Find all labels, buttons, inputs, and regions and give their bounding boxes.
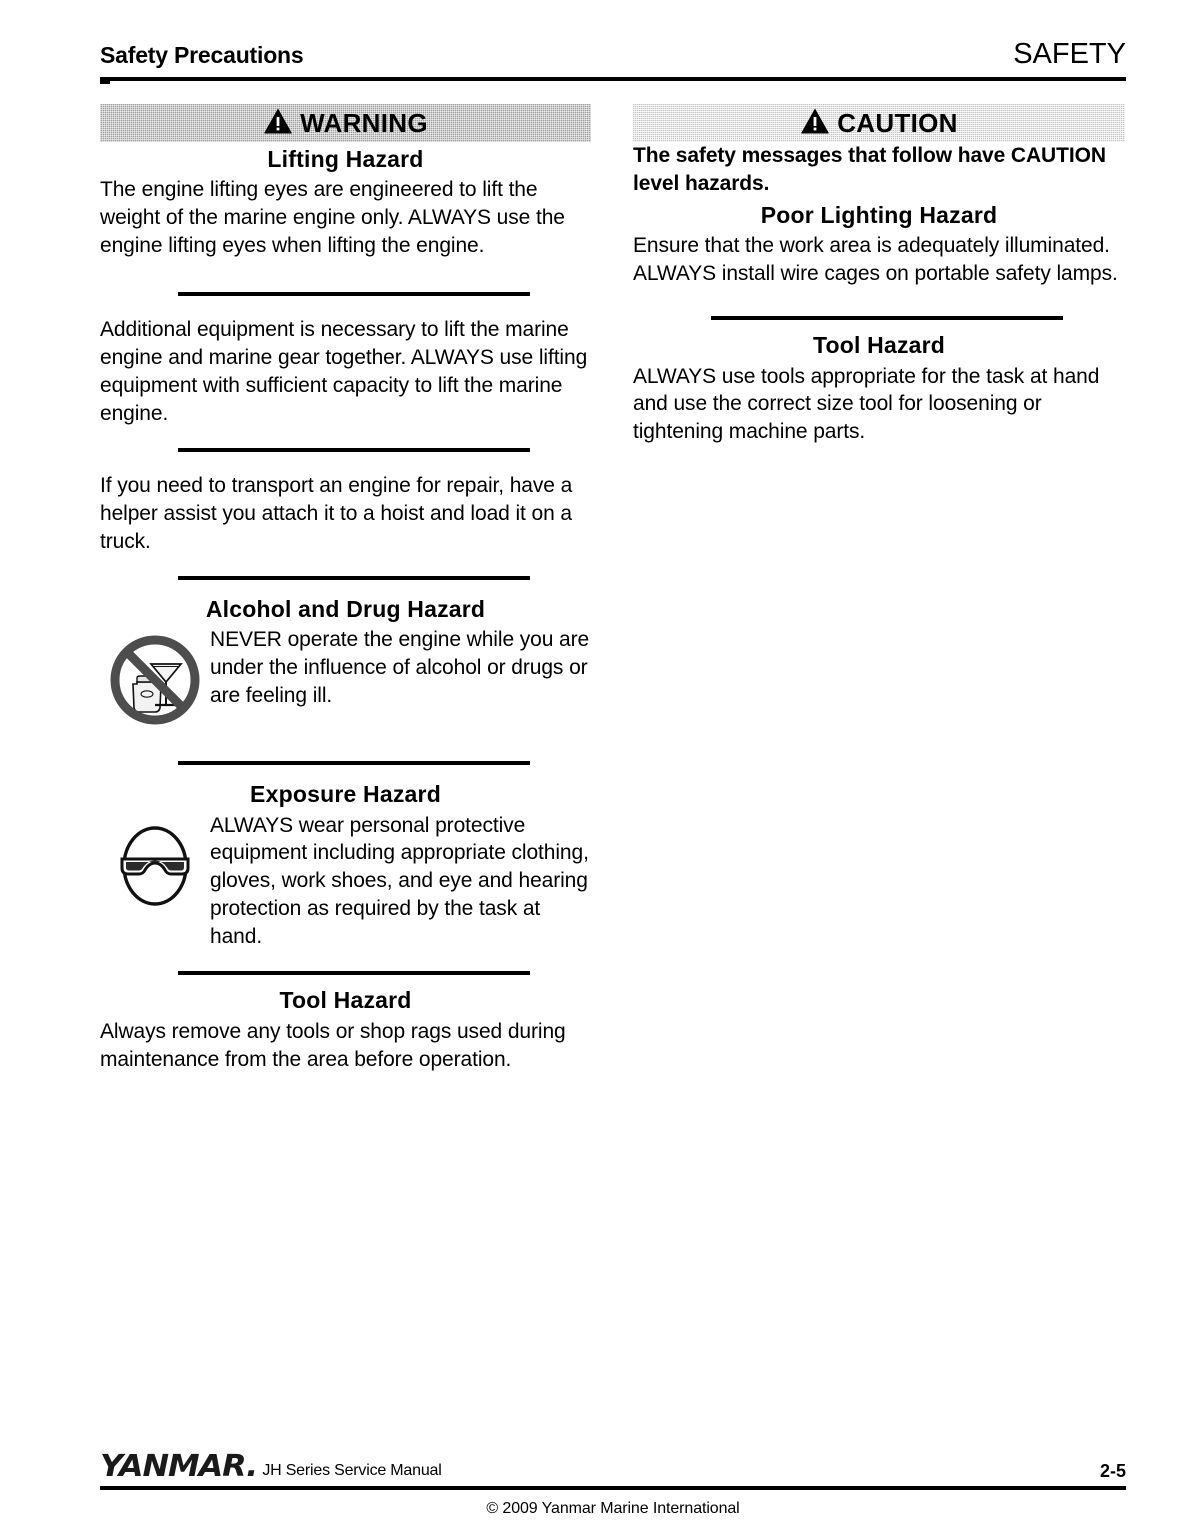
icon-cell	[100, 812, 210, 919]
section-title-lifting-hazard: Lifting Hazard	[267, 146, 424, 172]
header-chapter-title: SAFETY	[1013, 38, 1126, 70]
section-body-tool-hazard-caution: ALWAYS use tools appropriate for the task at hand and use the correct size tool for loosening or tightening machine parts.	[633, 364, 1100, 444]
warning-triangle-icon	[263, 107, 293, 139]
section-body-alcohol-drug-hazard: NEVER operate the engine while you are under the influence of alcohol or drugs or are feeling ill.	[210, 628, 590, 707]
warning-banner-label: WARNING	[300, 108, 428, 138]
caution-banner-label: CAUTION	[837, 108, 958, 138]
no-alcohol-icon	[107, 632, 203, 733]
section-title-tool-hazard-caution: Tool Hazard	[812, 332, 946, 359]
caution-banner	[633, 104, 1125, 142]
page-header	[100, 38, 1126, 71]
exposure-hazard-block	[100, 812, 591, 952]
header-section-title: Safety Precautions	[100, 42, 304, 68]
header-rule-tick	[100, 81, 110, 84]
section-body-additional-equipment: Additional equipment is necessary to lift the marine engine and marine gear together. ALWAYS use lifting equipment with sufficient capacity to lift the marine engine.	[100, 318, 588, 425]
section-body-tool-hazard: Always remove any tools or shop rags used during maintenance from the area before operation.	[100, 1019, 566, 1071]
section-body-poor-lighting-hazard: Ensure that the work area is adequately illuminated. ALWAYS install wire cages on portable safety lamps.	[633, 234, 1118, 286]
header-divider-rule	[100, 77, 1126, 81]
footer-divider-rule	[100, 1486, 1126, 1490]
caution-triangle-icon	[800, 107, 830, 139]
section-title-alcohol-drug-hazard: Alcohol and Drug Hazard	[205, 595, 486, 622]
section-title-tool-hazard: Tool Hazard	[279, 987, 412, 1014]
section-title-poor-lighting-hazard: Poor Lighting Hazard	[760, 201, 998, 228]
warning-banner	[100, 104, 591, 142]
section-body-lifting-hazard: The engine lifting eyes are engineered to lift the weight of the marine engine only. ALWAYS use the engine lifting eyes when lifting the engine.	[100, 178, 565, 258]
section-body-transport-engine: If you need to transport an engine for repair, have a helper assist you attach it to a hoist and load it on a truck.	[100, 473, 573, 553]
section-title-exposure-hazard: Exposure Hazard	[250, 781, 441, 808]
section-body-exposure-hazard: ALWAYS wear personal protective equipment including appropriate clothing, gloves, work shoes, and eye and hearing protection as required by the task at hand.	[210, 813, 589, 949]
footer-page-number: 2-5	[1099, 1461, 1126, 1481]
safety-goggles-icon	[107, 818, 203, 919]
left-column	[100, 104, 591, 1073]
page-footer	[100, 1448, 1126, 1518]
caution-intro-text: The safety messages that follow have CAUTION level hazards.	[633, 144, 1106, 195]
icon-cell	[100, 626, 210, 733]
right-column	[633, 104, 1125, 446]
footer-copyright: © 2009 Yanmar Marine International	[486, 1500, 740, 1517]
yanmar-logo: YANMAR.	[100, 1449, 258, 1484]
alcohol-drug-hazard-block	[100, 626, 591, 733]
footer-manual-title: JH Series Service Manual	[262, 1462, 442, 1479]
